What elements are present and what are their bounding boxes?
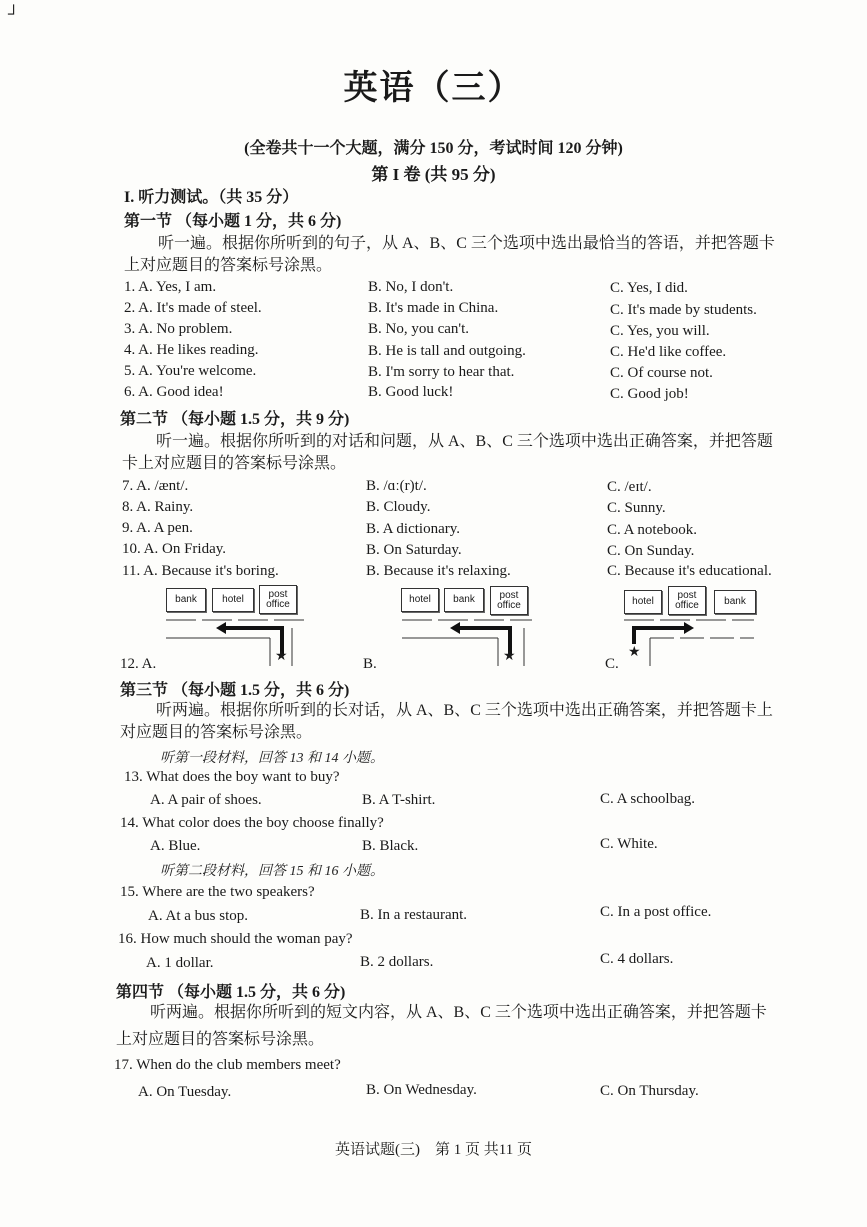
option-a: 5. A. You're welcome. [124,363,257,379]
section3-instruction: 听两遍。根据你所听到的长对话，从 A、B、C 三个选项中选出正确答案，并把答题卡上 [156,702,773,719]
part1-heading: I. 听力测试。（共 35 分） [124,189,299,206]
option-a: 1. A. Yes, I am. [124,279,217,295]
option-c: C. Yes, I did. [610,280,688,296]
sign-hotel: hotel [401,588,439,612]
material-note-2: 听第二段材料，回答 15 和 16 小题。 [160,864,384,879]
sign-bank: bank [714,590,756,614]
q12-option-a-label: 12. A. [120,656,157,672]
option-b: B. Cloudy. [366,499,431,515]
sign-hotel: hotel [624,590,662,614]
question-16: 16. How much should the woman pay? [118,931,353,947]
option-b: B. On Saturday. [366,542,462,558]
question-14: 14. What color does the boy choose finally? [120,815,384,831]
star-icon: ★ [503,649,516,664]
option-c: C. 4 dollars. [600,951,674,967]
option-c: C. Yes, you will. [610,323,710,339]
option-b: B. Because it's relaxing. [366,563,511,579]
option-a: 11. A. Because it's boring. [122,563,279,579]
option-b: B. Good luck! [368,384,454,400]
volume-heading: 第 I 卷 (共 95 分) [371,165,496,184]
option-c: C. A notebook. [607,522,698,538]
option-a: 6. A. Good idea! [124,384,224,400]
option-b: B. A T-shirt. [362,792,436,808]
option-c: C. In a post office. [600,904,712,920]
route-diagram [398,614,538,670]
section2-instruction: 听一遍。根据你所听到的对话和问题，从 A、B、C 三个选项中选出正确答案，并把答题 [156,433,773,450]
section2-heading: 第二节 （每小题 1.5 分，共 9 分) [120,411,350,428]
option-c: C. On Thursday. [600,1083,699,1099]
option-b: B. No, you can't. [368,321,470,337]
section1-heading: 第一节 （每小题 1 分，共 6 分) [124,213,342,230]
route-diagram [620,614,760,670]
option-a: 10. A. On Friday. [122,541,227,557]
question-17: 17. When do the club members meet? [114,1057,341,1073]
section3-heading: 第三节 （每小题 1.5 分，共 6 分) [120,682,350,699]
q12-option-c-label: C. [605,656,619,672]
option-a: A. At a bus stop. [148,908,249,924]
option-c: C. Of course not. [610,365,713,381]
section3-instruction-cont: 对应题目的答案标号涂黑。 [120,724,313,741]
option-b: B. He is tall and outgoing. [368,343,526,359]
option-c: C. Because it's educational. [607,563,772,579]
option-c: C. A schoolbag. [600,791,696,807]
option-b: B. It's made in China. [368,300,499,316]
option-a: A. 1 dollar. [146,955,214,971]
corner-mark: ┘ [8,6,20,23]
star-icon: ★ [275,649,288,664]
star-icon: ★ [628,645,641,660]
option-a: 2. A. It's made of steel. [124,300,262,316]
option-c: C. He'd like coffee. [610,344,727,360]
option-a: A. On Tuesday. [138,1084,232,1100]
section2-instruction-cont: 卡上对应题目的答案标号涂黑。 [122,455,347,472]
sign-post-office: post office [259,585,297,614]
option-b: B. I'm sorry to hear that. [368,364,515,380]
option-b: B. No, I don't. [368,279,454,295]
sign-hotel: hotel [212,588,254,612]
option-a: 3. A. No problem. [124,321,233,337]
section4-heading: 第四节 （每小题 1.5 分，共 6 分) [116,984,346,1001]
option-b: B. Black. [362,838,419,854]
sign-post-office: post office [490,586,528,615]
option-b: B. 2 dollars. [360,954,434,970]
page-footer: 英语试题(三) 第 1 页 共11 页 [335,1142,532,1158]
option-a: 7. A. /ænt/. [122,478,189,494]
option-c: C. /eɪt/. [607,479,652,495]
page-title: 英语（三） [343,70,524,107]
option-a: A. A pair of shoes. [150,792,262,808]
option-b: B. On Wednesday. [366,1082,477,1098]
section4-instruction: 听两遍。根据你所听到的短文内容，从 A、B、C 三个选项中选出正确答案，并把答题卡 [150,1004,767,1021]
option-a: 8. A. Rainy. [122,499,194,515]
option-a: 4. A. He likes reading. [124,342,259,358]
option-c: C. On Sunday. [607,543,695,559]
option-c: C. It's made by students. [610,302,757,318]
sign-bank: bank [444,588,484,612]
section1-instruction-cont: 上对应题目的答案标号涂黑。 [124,257,333,274]
sign-bank: bank [166,588,206,612]
option-b: B. /ɑː(r)t/. [366,478,427,494]
option-b: B. A dictionary. [366,521,461,537]
question-15: 15. Where are the two speakers? [120,884,315,900]
option-c: C. White. [600,836,658,852]
question-13: 13. What does the boy want to buy? [124,769,340,785]
option-c: C. Good job! [610,386,689,402]
sign-post-office: post office [668,586,706,615]
option-a: A. Blue. [150,838,201,854]
q12-option-b-label: B. [363,656,377,672]
option-c: C. Sunny. [607,500,666,516]
material-note-1: 听第一段材料，回答 13 和 14 小题。 [160,751,384,766]
section1-instruction: 听一遍。根据你所听到的句子，从 A、B、C 三个选项中选出最恰当的答语，并把答题卡 [158,235,775,252]
exam-info: (全卷共十一个大题，满分 150 分，考试时间 120 分钟) [244,140,623,157]
option-b: B. In a restaurant. [360,907,468,923]
option-a: 9. A. A pen. [122,520,193,536]
section4-instruction-cont: 上对应题目的答案标号涂黑。 [116,1031,325,1048]
